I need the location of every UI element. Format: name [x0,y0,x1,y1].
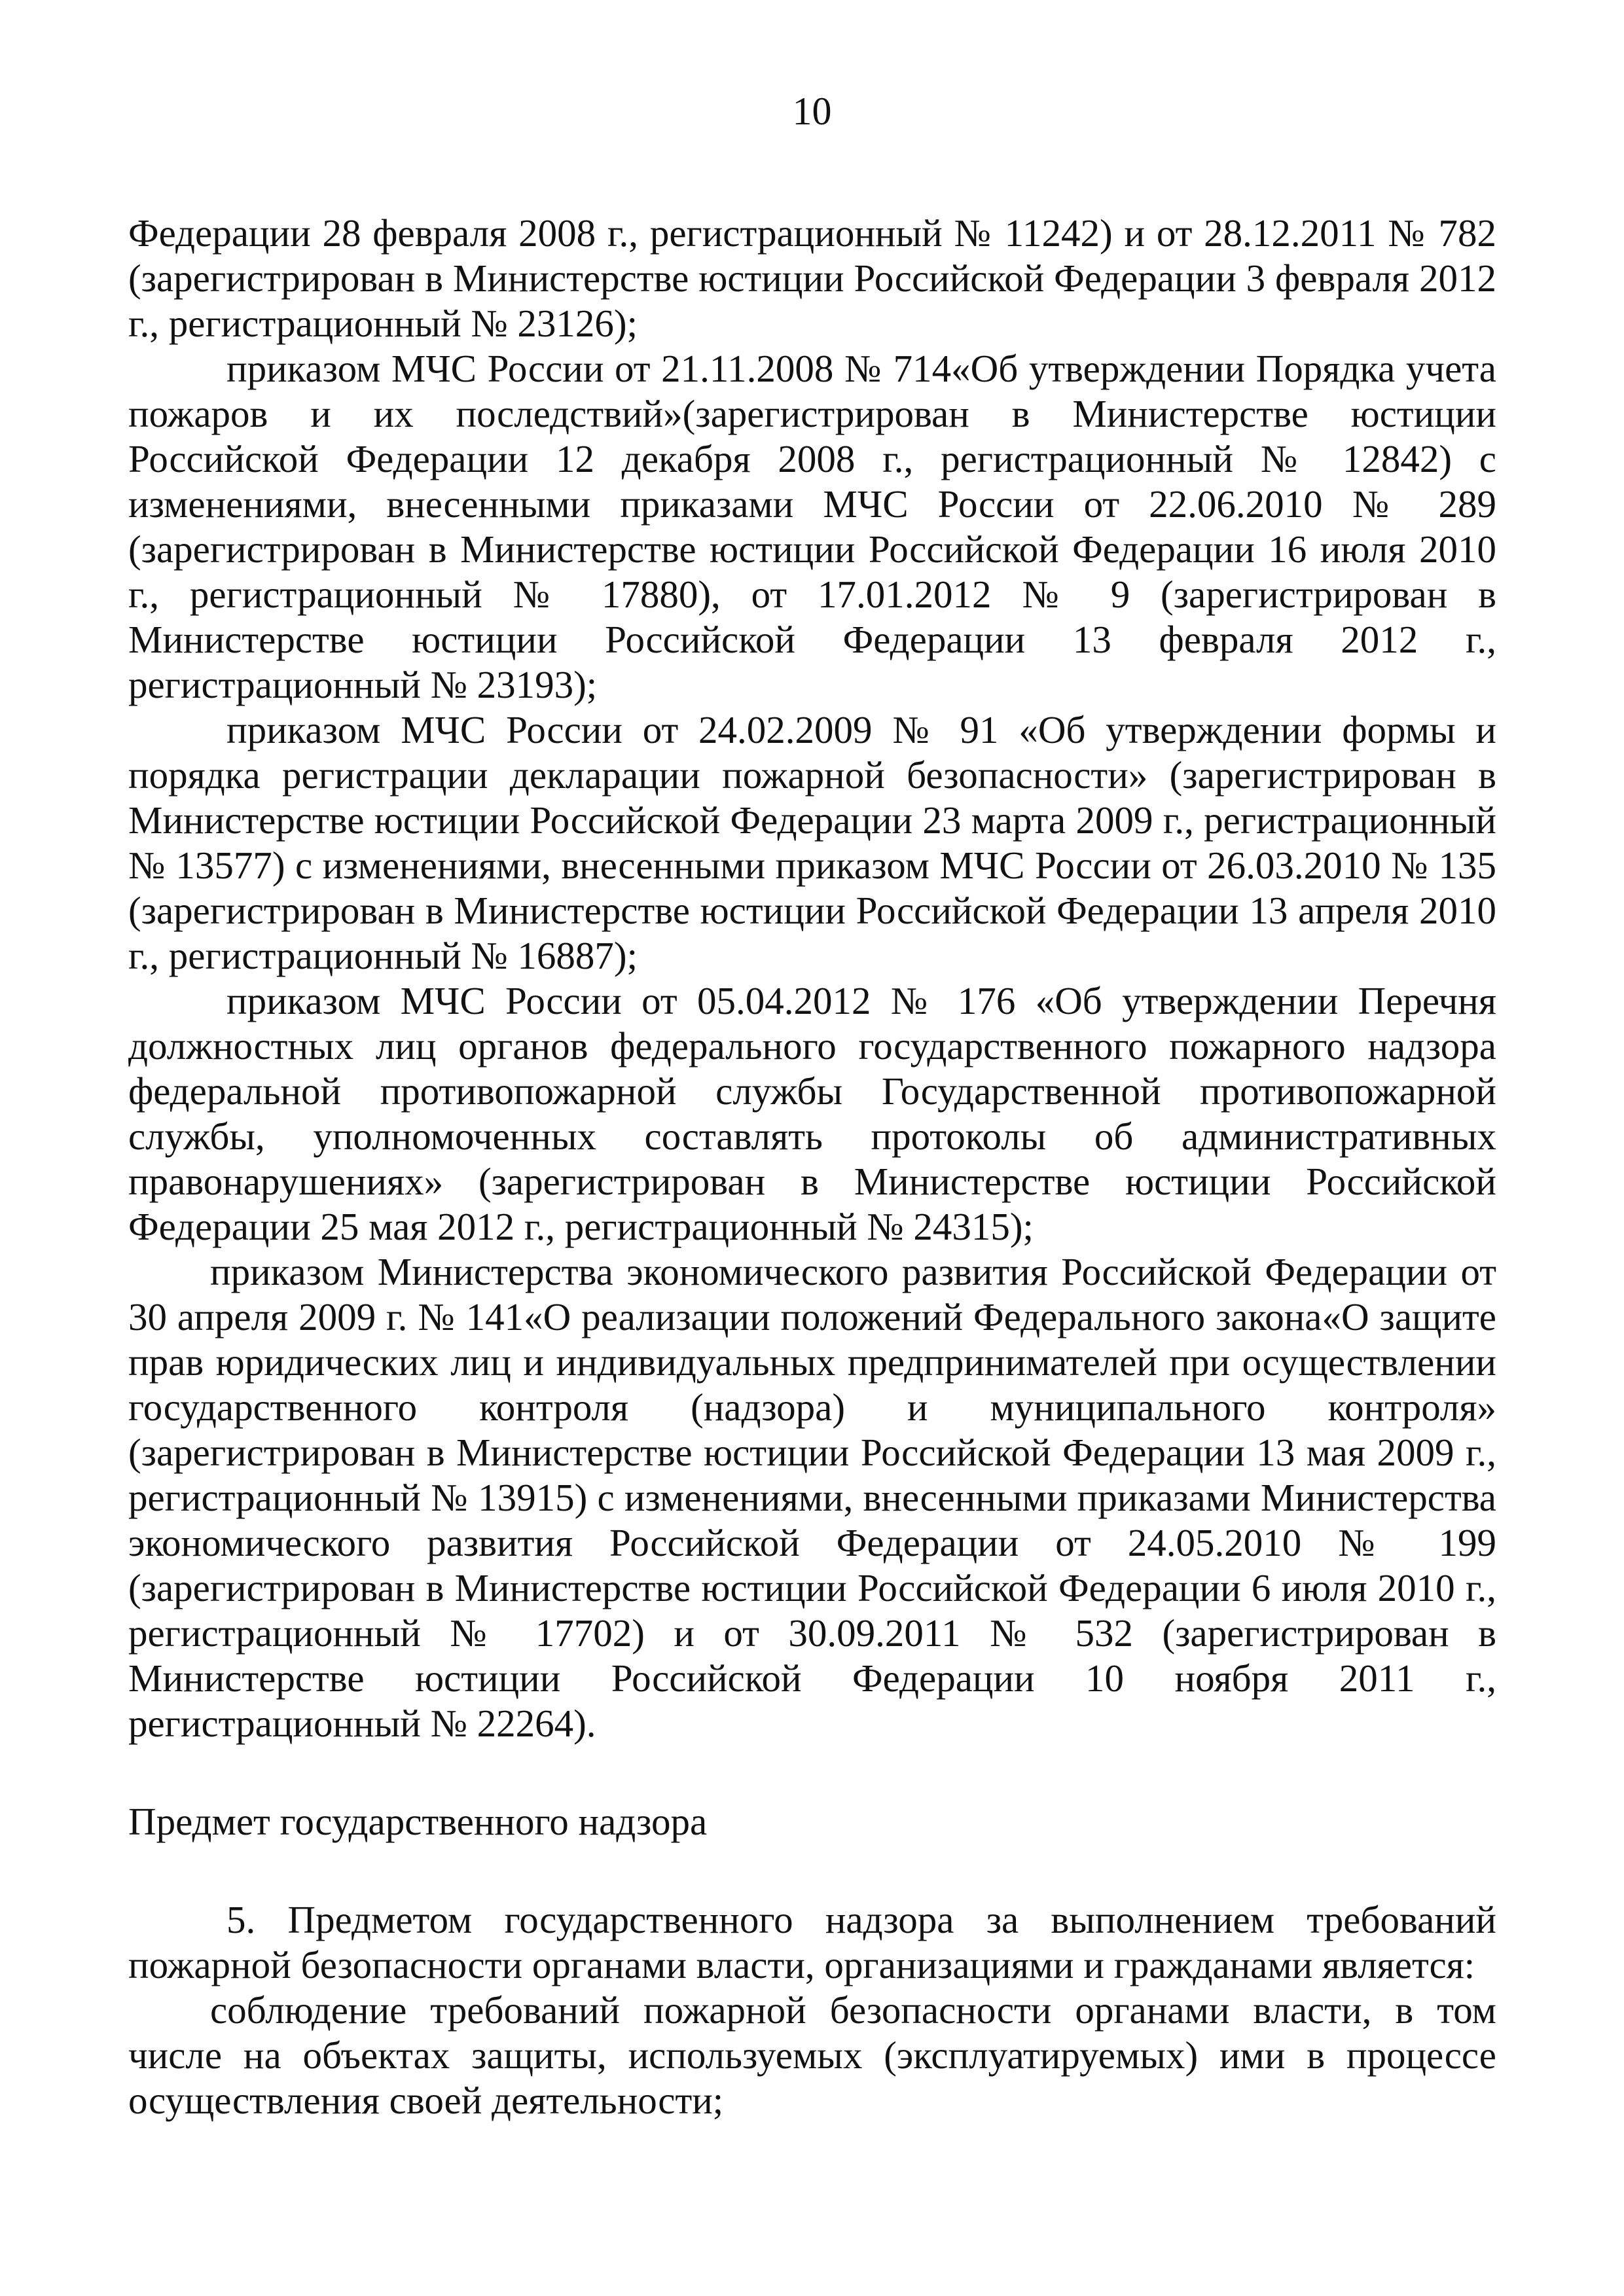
paragraph-item-5: 5. Предметом государственного надзора за выполнением требований пожарной безопасности органами власти, организациями и гражданами является: [128,1898,1496,1986]
paragraph-order-714: приказом МЧС России от 21.11.2008 № 714«Об утверждении Порядка учета пожаров и их последствий»(зарегистрирован в Министерстве юстиции Российской Федерации 12 декабря 2008 г., регистрационный № 12842) с изменениями, внесенными приказами МЧС России от 22.06.2010 № 289 (зарегистрирован в Министерстве юстиции Российской Федерации 16 июля 2010 г., регистрационный № 17880), от 17.01.2012 № 9 (зарегистрирован в Министерстве юстиции Российской Федерации 13 февраля 2012 г., регистрационный № 23193); [128,347,1496,706]
page-number: 10 [792,90,832,133]
paragraph-order-176: приказом МЧС России от 05.04.2012 № 176 «Об утверждении Перечня должностных лиц органов федерального государственного пожарного надзора федеральной противопожарной службы Государственной противопожарной службы, уполномоченных составлять протоколы об административных правонарушениях» (зарегистрирован в Министерстве юстиции Российской Федерации 25 мая 2012 г., регистрационный № 24315); [128,979,1496,1248]
paragraph-order-91: приказом МЧС России от 24.02.2009 № 91 «Об утверждении формы и порядка регистрации декларации пожарной безопасности» (зарегистрирован в Министерстве юстиции Российской Федерации 23 марта 2009 г., регистрационный № 13577) с изменениями, внесенными приказом МЧС России от 26.03.2010 № 135 (зарегистрирован в Министерстве юстиции Российской Федерации 13 апреля 2010 г., регистрационный № 16887); [128,708,1496,977]
paragraph-order-141: приказом Министерства экономического развития Российской Федерации от 30 апреля 2009 г. № 141«О реализации положений Федерального закона«О защите прав юридических лиц и индивидуальных предпринимателей при осуществлении государственного контроля (надзора) и муниципального контроля» (зарегистрирован в Министерстве юстиции Российской Федерации 13 мая 2009 г., регистрационный № 13915) с изменениями, внесенными приказами Министерства экономического развития Российской Федерации от 24.05.2010 № 199 (зарегистрирован в Министерстве юстиции Российской Федерации 6 июля 2010 г., регистрационный № 17702) и от 30.09.2011 № 532 (зарегистрирован в Министерстве юстиции Российской Федерации 10 ноября 2011 г., регистрационный № 22264). [128,1250,1496,1745]
paragraph-continuation: Федерации 28 февраля 2008 г., регистрационный № 11242) и от 28.12.2011 № 782 (зарегистрирован в Министерстве юстиции Российской Федерации 3 февраля 2012 г., регистрационный № 23126); [128,211,1496,345]
document-body [128,211,1496,2123]
paragraph-compliance: соблюдение требований пожарной безопасности органами власти, в том числе на объектах защиты, используемых (эксплуатируемых) ими в процессе осуществления своей деятельности; [128,1988,1496,2122]
section-heading: Предмет государственного надзора [128,1800,708,1843]
